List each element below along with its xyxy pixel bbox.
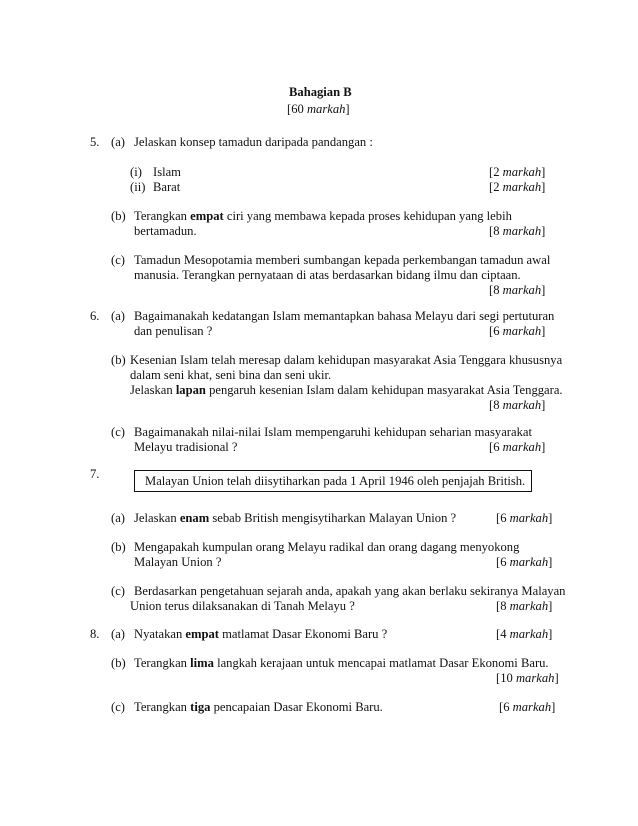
part-label: (a) (111, 135, 125, 149)
part-label: (c) (111, 253, 125, 267)
sub-text: Islam (153, 165, 181, 179)
sub-label: (ii) (130, 180, 146, 194)
part-label: (c) (111, 425, 125, 439)
sub-label: (i) (130, 165, 142, 179)
marks: [2 markah] (489, 180, 546, 194)
section-marks: [60 markah] (287, 102, 350, 116)
question-text: Kesenian Islam telah meresap dalam kehidupan masyarakat Asia Tenggara khususnya (130, 353, 563, 367)
marks: [6 markah] (496, 511, 553, 525)
statement-box (134, 470, 532, 492)
question-text: Melayu tradisional ? (134, 440, 238, 454)
marks: [8 markah] (496, 599, 553, 613)
part-label: (b) (111, 209, 126, 223)
part-label: (b) (111, 656, 126, 670)
part-label: (b) (111, 353, 126, 367)
marks: [8 markah] (489, 224, 546, 238)
marks: [6 markah] (496, 555, 553, 569)
question-text: Union terus dilaksanakan di Tanah Melayu ? (130, 599, 355, 613)
question-text: dalam seni khat, seni bina dan seni ukir. (130, 368, 332, 382)
marks: [10 markah] (496, 671, 559, 685)
question-text: Malayan Union ? (134, 555, 222, 569)
question-number: 7. (90, 467, 100, 481)
sub-text: Barat (153, 180, 181, 194)
question-number: 6. (90, 309, 100, 323)
question-text: dan penulisan ? (134, 324, 213, 338)
question-text: Jelaskan enam sebab British mengisytiharkan Malayan Union ? (134, 511, 457, 525)
part-label: (a) (111, 511, 125, 525)
part-label: (c) (111, 584, 125, 598)
marks: [8 markah] (489, 398, 546, 412)
question-text: bertamadun. (134, 224, 197, 238)
marks: [4 markah] (496, 627, 553, 641)
question-text: Terangkan tiga pencapaian Dasar Ekonomi Baru. (134, 700, 383, 714)
statement-text: Malayan Union telah diisytiharkan pada 1 April 1946 oleh penjajah British. (145, 474, 526, 488)
question-text: Terangkan empat ciri yang membawa kepada proses kehidupan yang lebih (134, 209, 512, 223)
marks: [6 markah] (489, 324, 546, 338)
part-label: (a) (111, 627, 125, 641)
question-text: Tamadun Mesopotamia memberi sumbangan kepada perkembangan tamadun awal (134, 253, 551, 267)
marks: [6 markah] (499, 700, 556, 714)
question-text: Jelaskan lapan pengaruh kesenian Islam dalam kehidupan masyarakat Asia Tenggara. (130, 383, 563, 397)
marks: [6 markah] (489, 440, 546, 454)
question-text: Bagaimanakah nilai-nilai Islam mempengaruhi kehidupan seharian masyarakat (134, 425, 532, 439)
question-text: Jelaskan konsep tamadun daripada pandangan : (134, 135, 373, 149)
question-number: 8. (90, 627, 100, 641)
part-label: (a) (111, 309, 125, 323)
question-number: 5. (90, 135, 100, 149)
marks: [8 markah] (489, 283, 546, 297)
question-text: Terangkan lima langkah kerajaan untuk mencapai matlamat Dasar Ekonomi Baru. (134, 656, 549, 670)
question-text: Bagaimanakah kedatangan Islam memantapkan bahasa Melayu dari segi pertuturan (134, 309, 555, 323)
question-text: Mengapakah kumpulan orang Melayu radikal dan orang dagang menyokong (134, 540, 520, 554)
section-title: Bahagian B (289, 85, 352, 99)
part-label: (b) (111, 540, 126, 554)
question-text: Nyatakan empat matlamat Dasar Ekonomi Baru ? (134, 627, 388, 641)
question-text: Berdasarkan pengetahuan sejarah anda, apakah yang akan berlaku sekiranya Malayan (134, 584, 566, 598)
part-label: (c) (111, 700, 125, 714)
question-text: manusia. Terangkan pernyataan di atas berdasarkan bidang ilmu dan ciptaan. (134, 268, 521, 282)
marks: [2 markah] (489, 165, 546, 179)
